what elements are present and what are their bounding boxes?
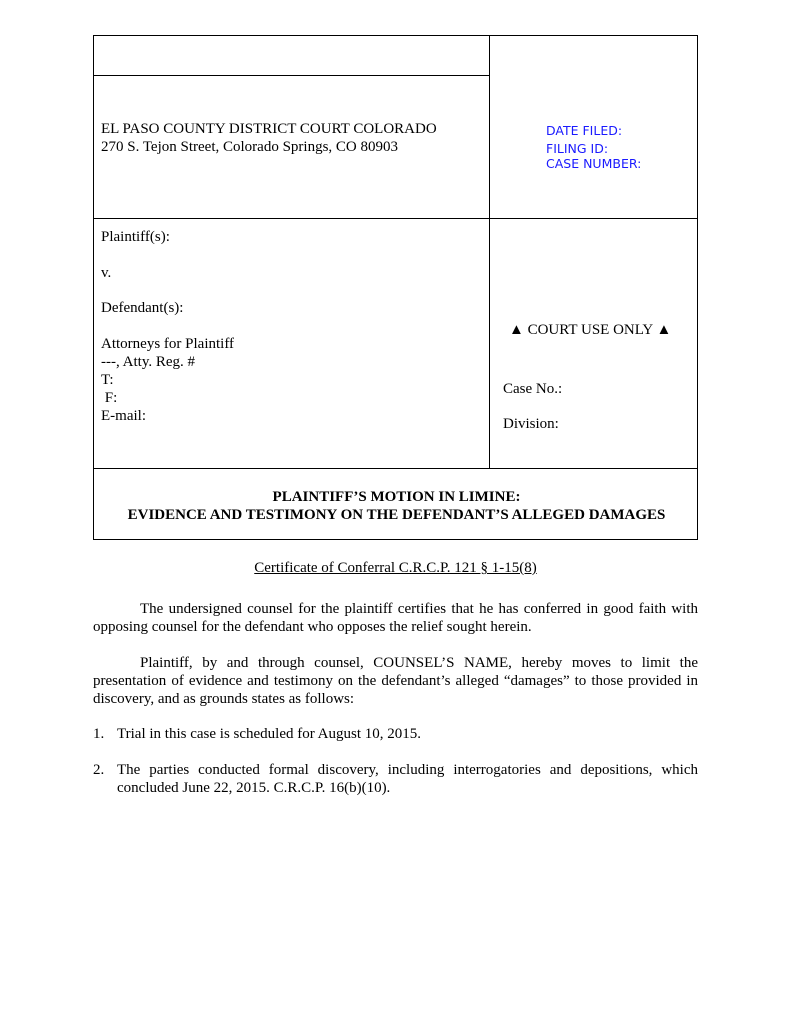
caption-column-divider [489,36,490,469]
list-item-number: 2. [93,762,105,778]
motion-title-line2: EVIDENCE AND TESTIMONY ON THE DEFENDANT’S ALLEGED DAMAGES [127,507,666,523]
court-use-only-label: ▲ COURT USE ONLY ▲ [509,322,672,338]
court-top-divider [94,75,489,76]
list-item-text: The parties conducted formal discovery, including interrogatories and depositions, which concluded June 22, 2015. C.R.C.P. 16(b)(10). [117,762,698,796]
case-number-label: CASE NUMBER: [546,156,642,171]
attorneys-label: Attorneys for Plaintiff [101,336,235,352]
list-item [93,761,698,797]
parties-divider [94,218,698,219]
court-address: 270 S. Tejon Street, Colorado Springs, CO 80903 [101,139,399,155]
list-item-number: 1. [93,726,105,742]
list-item [93,725,698,743]
versus-label: v. [101,265,112,281]
date-filed-label: DATE FILED: [546,123,623,138]
case-caption-table [93,35,698,540]
certificate-heading: Certificate of Conferral C.R.C.P. 121 § 1-15(8) [254,560,537,576]
case-no-label: Case No.: [503,381,563,397]
paragraph-2-text: Plaintiff, by and through counsel, COUNSEL’S NAME, hereby moves to limit the presentation of evidence and testimony on the defendant’s alleged “damages” to those provided in discovery, and as grounds states as follows: [93,655,698,707]
division-label: Division: [503,416,559,432]
email-label: E-mail: [101,408,146,424]
atty-reg: ---, Atty. Reg. # [101,354,196,370]
paragraph-1-text: The undersigned counsel for the plaintiff certifies that he has conferred in good faith with opposing counsel for the defendant who opposes the relief sought herein. [93,601,698,635]
filing-id-label: FILING ID: [546,141,609,156]
fax-label: F: [101,390,118,406]
motion-title-line1: PLAINTIFF’S MOTION IN LIMINE: [272,489,521,505]
plaintiffs-label: Plaintiff(s): [101,229,170,245]
paragraph-1 [93,600,698,636]
paragraph-2 [93,654,698,708]
defendants-label: Defendant(s): [101,300,184,316]
list-item-text: Trial in this case is scheduled for August 10, 2015. [117,726,422,742]
phone-label: T: [101,372,114,388]
title-divider [94,468,698,469]
court-name: EL PASO COUNTY DISTRICT COURT COLORADO [101,121,437,137]
